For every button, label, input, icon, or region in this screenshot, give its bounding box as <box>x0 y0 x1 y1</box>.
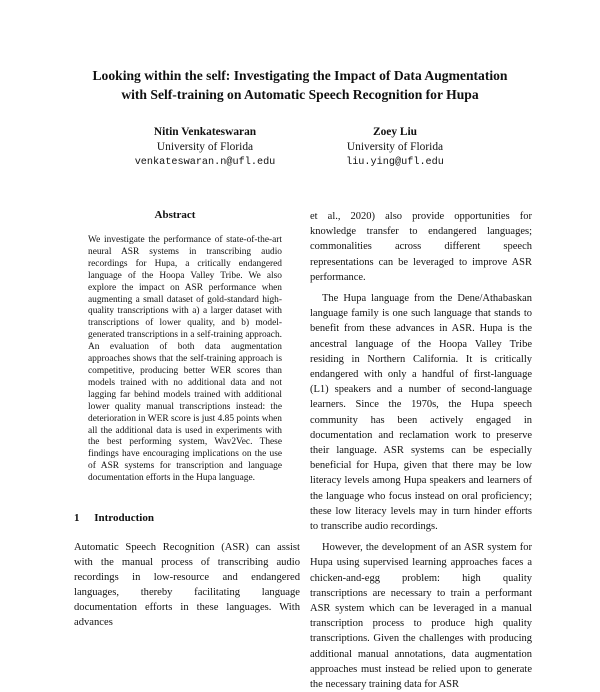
author-affiliation: University of Florida <box>346 141 444 153</box>
author-name: Nitin Venkateswaran <box>153 126 257 138</box>
author-block-1 <box>100 125 310 170</box>
author-email: venkateswaran.n@ufl.edu <box>134 157 276 168</box>
right-paragraph-2: The Hupa language from the Dene/Athabaskan language family is one such language that stands to benefit from these advances in ASR. Hupa is the ancestral language of the Hoopa Valley Tribe residing in Northern California. It is critically endangered with only a handful of first-language (L1) speakers and a number of second-language learners. Since the 1970s, the Hupa speech community has been actively engaged in documentation and reclamation work to preserve their language. ASR systems can be especially beneficial for Hupa, given that there may be low literacy levels among Hupa speakers and learners of the language who focus instead on oral proficiency; these low literacy levels may in turn hinder efforts to transcribe audio recordings. <box>310 293 532 533</box>
intro-paragraph: Automatic Speech Recognition (ASR) can assist with the manual process of transcribing audio recordings in low-resource and endangered languages, thereby facilitating language documentation efforts in these languages. With advances <box>74 542 300 628</box>
abstract-heading: Abstract <box>154 209 196 221</box>
author-affiliation: University of Florida <box>156 141 254 153</box>
author-name: Zoey Liu <box>373 126 417 138</box>
section-title: Introduction <box>94 512 154 524</box>
right-paragraph-1: et al., 2020) also provide opportunities for knowledge transfer to endangered languages; commonalities across different speech representations can be leveraged to improve ASR performance. <box>310 211 532 283</box>
title-line-2: with Self-training on Automatic Speech Recognition for Hupa <box>121 87 479 102</box>
title-line-1: Looking within the self: Investigating the Impact of Data Augmentation <box>92 68 508 83</box>
author-email: liu.ying@ufl.edu <box>346 157 444 168</box>
right-column <box>310 209 532 692</box>
section-number: 1 <box>74 512 80 524</box>
right-paragraph-3: However, the development of an ASR system for Hupa using supervised learning approaches faces a chicken-and-egg problem: high quality transcriptions are necessary to train a performant ASR system which can be leveraged in a manual transcription process to produce high quality transcriptions. Given the challenges with producing additional manual annotations, data augmentation approaches must instead be relied upon to generate the necessary training data for ASR <box>310 542 532 691</box>
author-block-2 <box>300 125 490 170</box>
abstract-text: We investigate the performance of state-of-the-art neural ASR systems in transcribing audio recordings for Hupa, a critically endangered language of the Hoopa Valley Tribe. We also explore the impact on ASR performance when augmenting a small dataset of gold-standard high-quality transcriptions with a) a larger dataset with transcriptions of lower quality, and b) model-generated transcriptions in a self-training approach. An evaluation of both data augmentation approaches shows that the self-training approach is competitive, producing better WER scores than models trained with no additional data and not lagging far behind models trained with additional lower quality manual transcriptions instead: the deterioration in WER score is just 4.85 points when all the additional data is used in experiments with the best performing system, Wav2Vec. These findings have encouraging implications on the use of ASR systems for transcription and language documentation efforts in the Hupa language. <box>88 235 282 484</box>
paper-title <box>40 66 560 104</box>
section-heading <box>74 512 294 524</box>
